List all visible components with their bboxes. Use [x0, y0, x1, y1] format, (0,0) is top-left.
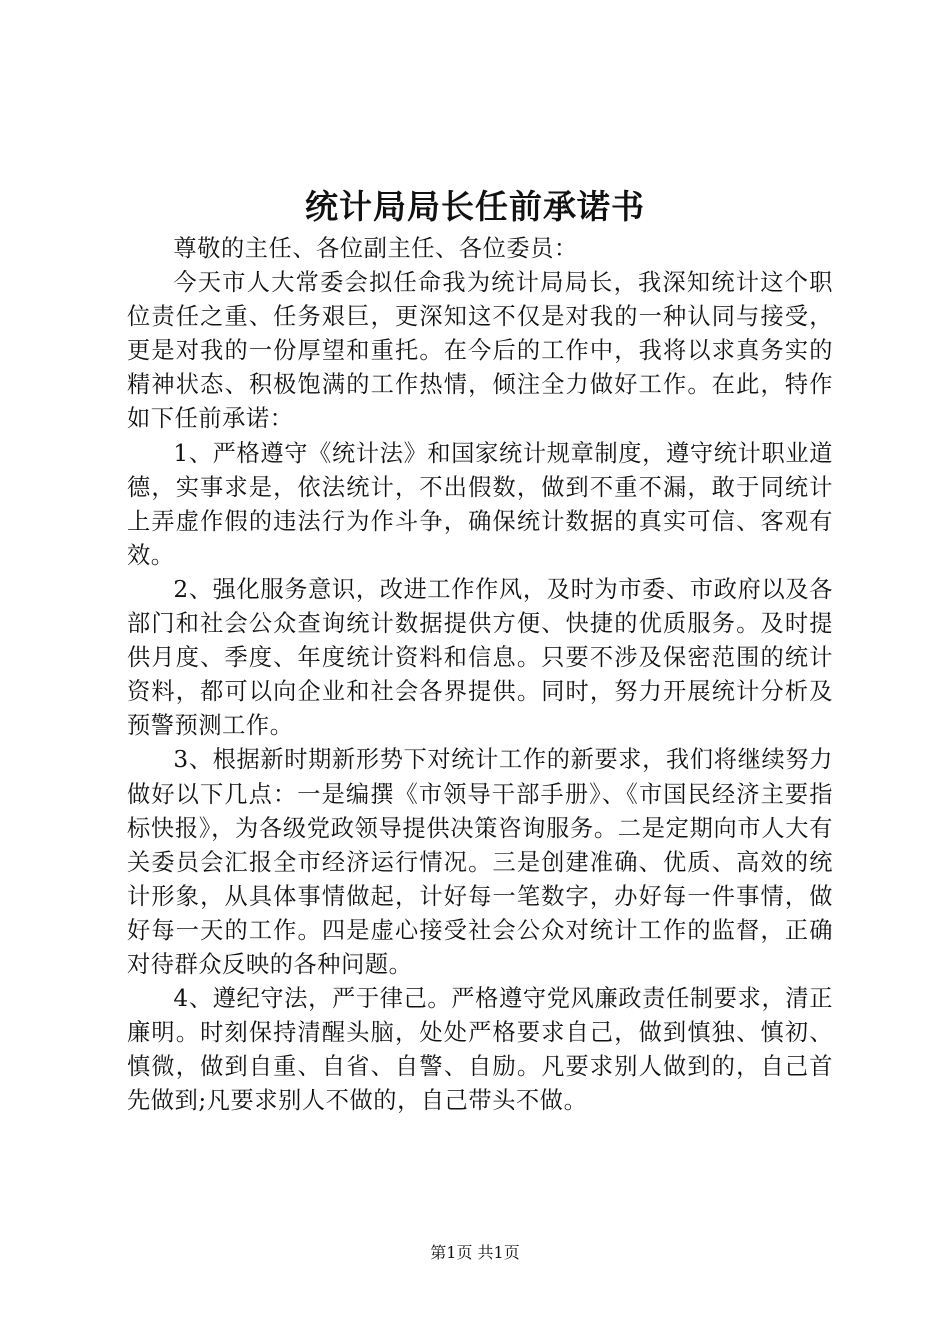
- commitment-item-2: 2、强化服务意识，改进工作作风，及时为市委、市政府以及各部门和社会公众查询统计数据提供方便、快捷的优质服务。及时提供月度、季度、年度统计资料和信息。只要不涉及保密范围的统计资料，都可以向企业和社会各界提供。同时，努力开展统计分析及预警预测工作。: [127, 575, 833, 740]
- page-footer: 第1页 共1页: [430, 1243, 520, 1262]
- commitment-item-1: 1、严格遵守《统计法》和国家统计规章制度，遵守统计职业道德，实事求是，依法统计，不出假数，做到不重不漏，敢于同统计上弄虚作假的违法行为作斗争，确保统计数据的真实可信、客观有效。: [127, 439, 833, 569]
- commitment-item-4: 4、遵纪守法，严于律己。严格遵守党风廉政责任制要求，清正廉明。时刻保持清醒头脑，处处严格要求自己，做到慎独、慎初、慎微，做到自重、自省、自警、自励。凡要求别人做到的，自己首先做到;凡要求别人不做的，自己带头不做。: [127, 985, 833, 1115]
- document-title: 统计局局长任前承诺书: [305, 187, 645, 226]
- commitment-item-3: 3、根据新时期新形势下对统计工作的新要求，我们将继续努力做好以下几点：一是编撰《市领导干部手册》、《市国民经济主要指标快报》，为各级党政领导提供决策咨询服务。二是定期向市人大有关委员会汇报全市经济运行情况。三是创建准确、优质、高效的统计形象，从具体事情做起，计好每一笔数字，办好每一件事情，做好每一天的工作。四是虚心接受社会公众对统计工作的监督，正确对待群众反映的各种问题。: [127, 746, 833, 978]
- intro-paragraph: 今天市人大常委会拟任命我为统计局局长，我深知统计这个职位责任之重、任务艰巨，更深知这不仅是对我的一种认同与接受，更是对我的一份厚望和重托。在今后的工作中，我将以求真务实的精神状态、积极饱满的工作热情，倾注全力做好工作。在此，特作如下任前承诺：: [127, 269, 833, 433]
- document-body: [127, 232, 833, 1118]
- salutation: 尊敬的主任、各位副主任、各位委员：: [173, 235, 578, 262]
